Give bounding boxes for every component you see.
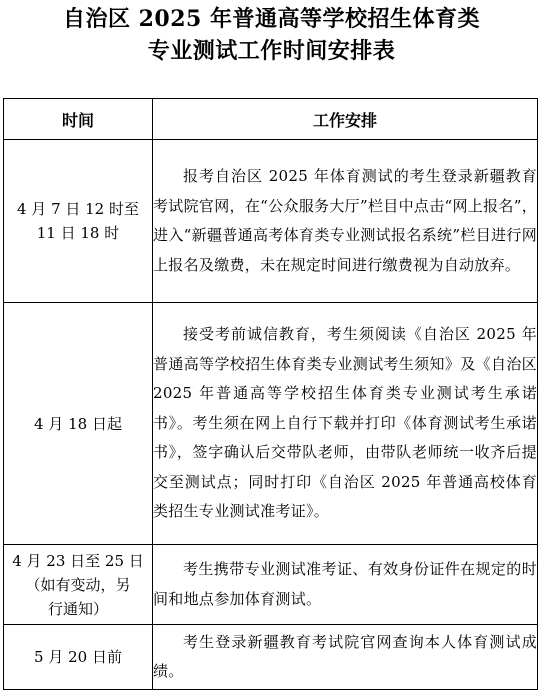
work-column-header: 工作安排 xyxy=(153,99,538,140)
time-cell xyxy=(4,545,153,625)
time-cell xyxy=(4,140,153,303)
document-title-line-1: 自治区 2025 年普通高等学校招生体育类 xyxy=(62,6,481,32)
time-text: 4 月 23 日至 25 日 xyxy=(12,551,144,570)
table-row xyxy=(4,545,538,625)
time-cell xyxy=(4,625,153,690)
time-cell xyxy=(4,303,153,545)
time-text: 行通知） xyxy=(47,599,108,618)
time-text: 5 月 20 日前 xyxy=(34,648,122,666)
work-cell: 报考自治区 2025 年体育测试的考生登录新疆教育考试院官网，在“公众服务大厅”栏目中点击“网上报名”，进入“新疆普通高考体育类专业测试报名系统”栏目进行网上报名及缴费，未在规定时间进行缴费视为自动放弃。 xyxy=(153,140,538,303)
table-row xyxy=(4,625,538,690)
work-cell: 考生登录新疆教育考试院官网查询本人体育测试成绩。 xyxy=(153,625,538,690)
time-text: （如有变动，另 xyxy=(25,575,131,594)
time-text: 4 月 7 日 12 时至 xyxy=(16,200,139,218)
document-title-line-2: 专业测试工作时间安排表 xyxy=(147,38,396,64)
time-text: 4 月 18 日起 xyxy=(34,414,122,433)
schedule-table xyxy=(3,98,538,690)
time-text: 11 日 18 时 xyxy=(36,224,120,242)
work-cell: 接受考前诚信教育，考生须阅读《自治区 2025 年普通高等学校招生体育类专业测试考生须知》及《自治区 2025 年普通高等学校招生体育类专业测试考生承诺书》。考生须在网上自行下载并打印《体育测试考生承诺书》，签字确认后交带队老师，由带队老师统一收齐后提交至测试点；同时打印《自治区 2025 年普通高校体育类招生专业测试准考证》。 xyxy=(153,303,538,545)
table-row xyxy=(4,303,538,545)
table-header-row xyxy=(4,99,538,140)
time-column-header: 时间 xyxy=(4,99,153,140)
work-cell: 考生携带专业测试准考证、有效身份证件在规定的时间和地点参加体育测试。 xyxy=(153,545,538,625)
table-row xyxy=(4,140,538,303)
